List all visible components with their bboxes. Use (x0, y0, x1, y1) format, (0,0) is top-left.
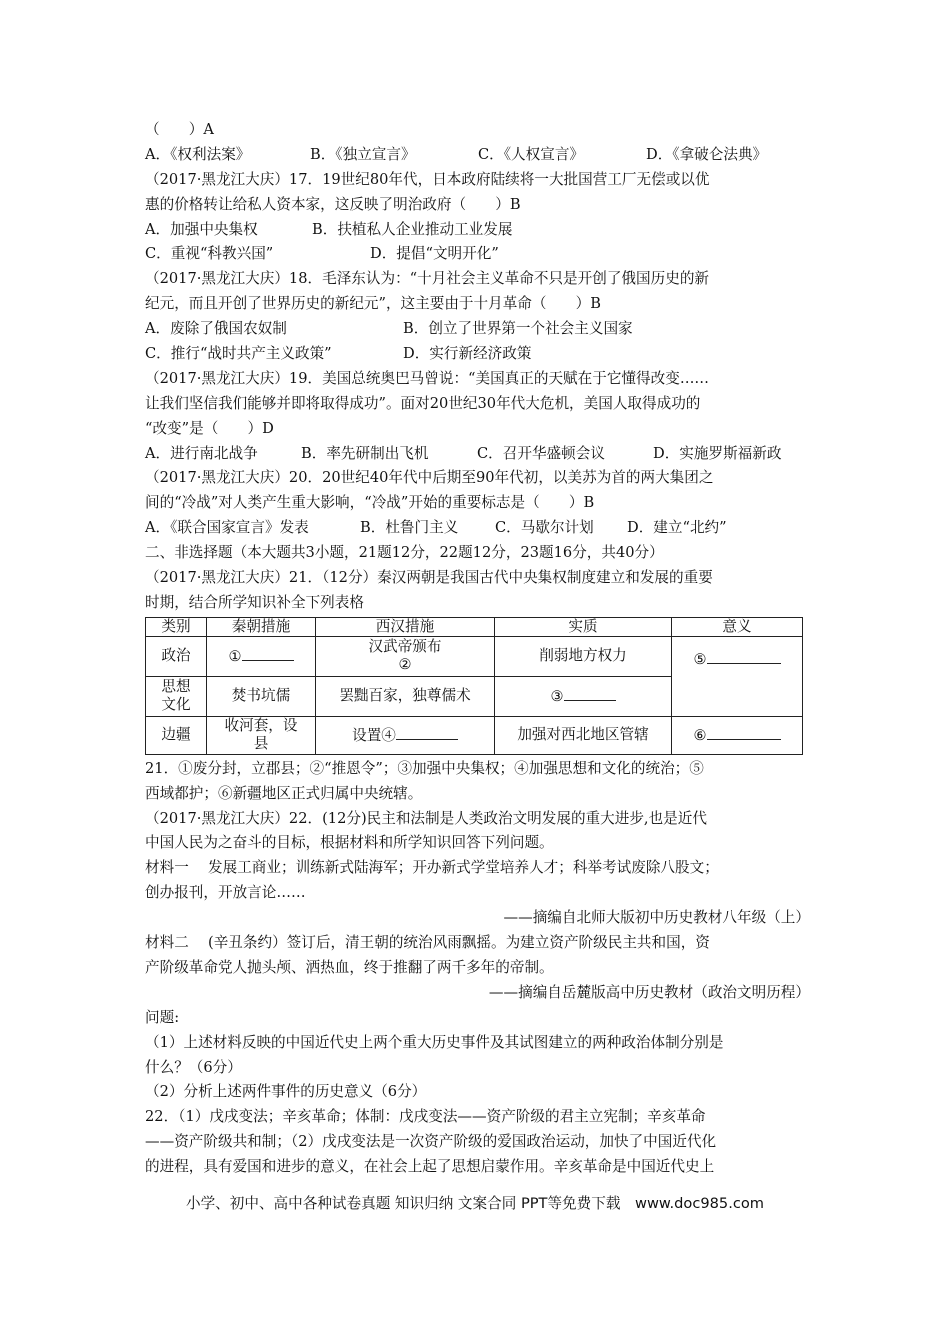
q18-stem: （2017·黑龙江大庆）18．毛泽东认为：“十月社会主义革命不只是开创了俄国历史的新 (145, 270, 710, 288)
q19-stem: “改变”是（ ）D (145, 419, 274, 437)
fill-blank (707, 649, 781, 664)
cell-line: 县 (253, 735, 269, 753)
q21-answer: 西域都护；⑥新疆地区正式归属中央统辖。 (145, 784, 423, 802)
q17-options (145, 218, 810, 243)
q22-answer: 的进程，具有爱国和进步的意义，在社会上起了思想启蒙作用。辛亥革命是中国近代史上 (145, 1158, 715, 1176)
q17-options (145, 242, 810, 267)
q20-stem: （2017·黑龙江大庆）20．20世纪40年代中后期至90年代初，以美苏为首的两大集团之 (145, 469, 714, 487)
q17-stem: （2017·黑龙江大庆）17．19世纪80年代，日本政府陆续将一大批国营工厂无偿或以优 (145, 170, 710, 188)
table-cell (672, 716, 803, 754)
cell-line: 思想 (161, 678, 191, 696)
table-cell: 罢黜百家，独尊儒术 (316, 676, 495, 716)
table-row (146, 636, 803, 676)
q16-option-b: B．《独立宣言》 (310, 145, 416, 163)
table-cell (316, 636, 495, 676)
q17-option-b: B．扶植私人企业推动工业发展 (312, 220, 513, 238)
table-cell (672, 636, 803, 716)
q18-options (145, 317, 810, 342)
q19-stem: （2017·黑龙江大庆）19．美国总统奥巴马曾说：“美国真正的天赋在于它懂得改变…… (145, 369, 710, 387)
table-cell (207, 716, 316, 754)
q19-option-c: C．召开华盛顿会议 (477, 444, 605, 462)
material-two: 产阶级革命党人抛头颅、洒热血，终于推翻了两千多年的帝制。 (145, 958, 554, 976)
document-page (145, 118, 810, 1180)
q18-option-a: A．废除了俄国农奴制 (145, 320, 287, 338)
q22-answer: ——资产阶级共和制；（2）戊戌变法是一次资产阶级的爱国政治运动，加快了中国近代化 (145, 1133, 717, 1151)
table-header: 实质 (495, 617, 672, 636)
q18-option-c: C．推行“战时共产主义政策” (145, 345, 332, 363)
q17-option-c: C．重视“科教兴国” (145, 245, 274, 263)
material-two: 材料二 (辛丑条约）签订后，清王朝的统治风雨飘摇。为建立资产阶级民主共和国，资 (145, 934, 710, 952)
table-cell (146, 676, 207, 716)
table-cell: 政治 (146, 636, 207, 676)
material-one: 材料一 发展工商业；训练新式陆海军；开办新式学堂培养人才；科举考试废除八股文； (145, 859, 719, 877)
q21-answer: 21．①废分封，立郡县；②“推恩令”；③加强中央集权；④加强思想和文化的统治；⑤ (145, 759, 704, 777)
table-cell: 焚书坑儒 (207, 676, 316, 716)
table-cell: 加强对西北地区管辖 (495, 716, 672, 754)
q19-option-d: D．实施罗斯福新政 (653, 444, 782, 462)
blank-label: ⑤ (693, 650, 707, 668)
q21-table (145, 617, 803, 755)
q18-stem: 纪元，而且开创了世界历史的新纪元”，这主要由于十月革命（ ）B (145, 295, 602, 313)
table-cell: 边疆 (146, 716, 207, 754)
cell-line: 汉武帝颁布 (368, 638, 442, 656)
q16-option-c: C．《人权宣言》 (478, 145, 585, 163)
q20-option-b: B．杜鲁门主义 (360, 519, 459, 537)
fill-blank (564, 686, 616, 701)
q22-stem: 中国人民为之奋斗的目标，根据材料和所学知识回答下列问题。 (145, 834, 554, 852)
q20-option-c: C．马歇尔计划 (495, 519, 594, 537)
q19-stem: 让我们坚信我们能够并即将取得成功”。面对20世纪30年代大危机，美国人取得成功的 (145, 394, 701, 412)
q16-option-d: D．《拿破仑法典》 (646, 145, 768, 163)
q18-options (145, 342, 810, 367)
q22-answer: 22．（1）戊戌变法；辛亥革命；体制：戊戌变法——资产阶级的君主立宪制；辛亥革命 (145, 1108, 706, 1126)
table-header: 西汉措施 (316, 617, 495, 636)
q22-sub1: （1）上述材料反映的中国近代史上两个重大历史事件及其试图建立的两种政治体制分别是 (145, 1033, 724, 1051)
blank-label: ① (228, 648, 242, 666)
blank-label: ③ (550, 688, 564, 706)
table-header: 秦朝措施 (207, 617, 316, 636)
q21-stem: 时期，结合所学知识补全下列表格 (145, 593, 364, 611)
question-label: 问题: (145, 1008, 180, 1026)
cell-line: ② (398, 656, 412, 674)
fill-blank (396, 725, 458, 740)
material-one-source: ——摘编自北师大版初中历史教材八年级（上） (503, 909, 810, 927)
table-cell (207, 636, 316, 676)
q19-option-b: B．率先研制出飞机 (301, 444, 429, 462)
fill-blank (242, 646, 294, 661)
table-cell: 削弱地方权力 (495, 636, 672, 676)
q20-options (145, 516, 810, 541)
q16-options (145, 143, 810, 168)
page-footer: 小学、初中、高中各种试卷真题 知识归纳 文案合同 PPT等免费下载 www.doc985.com (185, 1195, 765, 1212)
q22-sub1: 什么？（6分） (145, 1058, 242, 1076)
q19-options (145, 442, 810, 467)
q18-option-d: D．实行新经济政策 (403, 345, 532, 363)
q22-stem: （2017·黑龙江大庆）22．(12分)民主和法制是人类政治文明发展的重大进步,也是近代 (145, 809, 707, 827)
table-header: 意义 (672, 617, 803, 636)
q20-option-d: D．建立“北约” (627, 519, 727, 537)
q22-sub2: （2）分析上述两件事件的历史意义（6分） (145, 1083, 427, 1101)
q17-option-d: D．提倡“文明开化” (370, 245, 499, 263)
cell-line: 收河套，设 (224, 717, 298, 735)
q20-stem: 间的“冷战”对人类产生重大影响，“冷战”开始的重要标志是（ ）B (145, 494, 595, 512)
table-cell (316, 716, 495, 754)
q16-option-a: A．《权利法案》 (145, 145, 251, 163)
blank-label: ⑥ (693, 727, 707, 745)
q17-stem: 惠的价格转让给私人资本家，这反映了明治政府（ ）B (145, 195, 521, 213)
q19-option-a: A．进行南北战争 (145, 444, 258, 462)
table-row (146, 716, 803, 754)
blank-label: 设置④ (352, 727, 396, 745)
fill-blank (707, 725, 781, 740)
cell-line: 文化 (161, 696, 191, 714)
table-header-row (146, 617, 803, 636)
q17-option-a: A．加强中央集权 (145, 220, 258, 238)
q18-option-b: B．创立了世界第一个社会主义国家 (403, 320, 633, 338)
q20-option-a: A．《联合国家宣言》发表 (145, 519, 309, 537)
table-cell (495, 676, 672, 716)
section-heading: 二、非选择题（本大题共3小题，21题12分，22题12分，23题16分，共40分） (145, 544, 664, 562)
material-one: 创办报刊，开放言论…… (145, 884, 306, 902)
q16-answer: （ ）A (145, 121, 214, 138)
table-header: 类别 (146, 617, 207, 636)
q21-stem: （2017·黑龙江大庆）21．（12分）秦汉两朝是我国古代中央集权制度建立和发展的重要 (145, 569, 713, 587)
material-two-source: ——摘编自岳麓版高中历史教材（政治文明历程） (488, 983, 810, 1001)
